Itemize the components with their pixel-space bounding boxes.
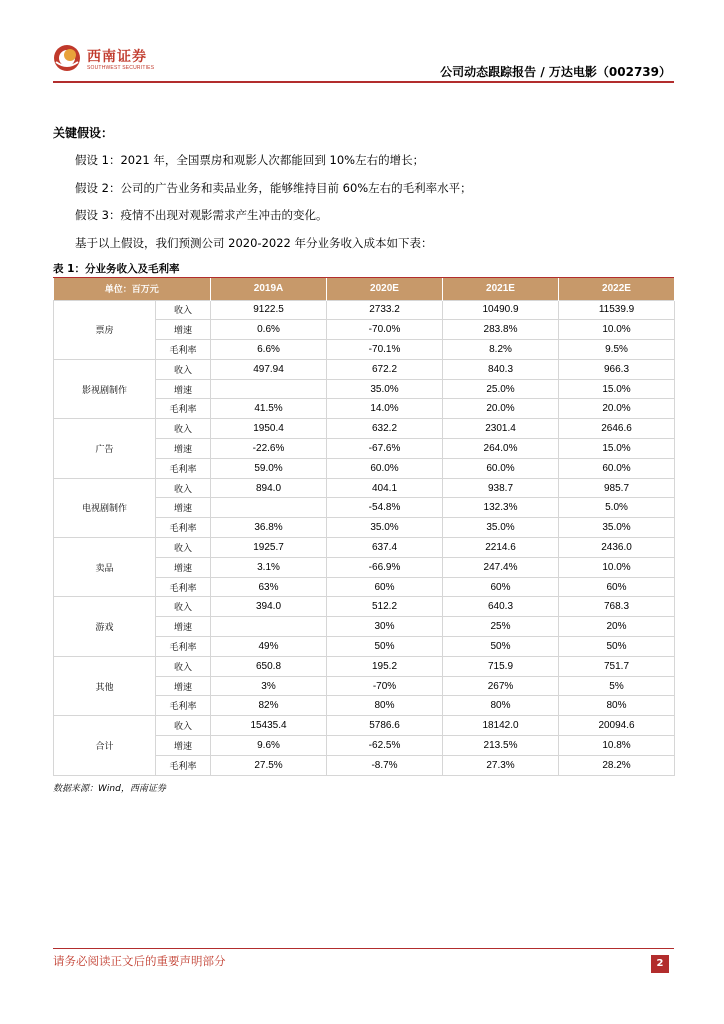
value-cell: 512.2 (327, 597, 443, 617)
table-row (54, 716, 675, 736)
value-cell: 394.0 (211, 597, 327, 617)
segment-name-cell: 电视剧制作 (54, 478, 156, 537)
value-cell: 60% (443, 577, 559, 597)
value-cell: 28.2% (559, 755, 675, 775)
value-cell: 80% (443, 696, 559, 716)
value-cell: 751.7 (559, 656, 675, 676)
value-cell: 82% (211, 696, 327, 716)
year-header: 2020E (327, 278, 443, 300)
metric-cell: 收入 (156, 419, 211, 439)
value-cell: 10.0% (559, 320, 675, 340)
metric-cell: 增速 (156, 557, 211, 577)
value-cell: -70.1% (327, 340, 443, 360)
value-cell: -67.6% (327, 439, 443, 459)
logo-name-cn: 西南证券 (87, 49, 147, 65)
value-cell: 80% (327, 696, 443, 716)
value-cell: 2301.4 (443, 419, 559, 439)
value-cell: 20.0% (443, 399, 559, 419)
value-cell: -8.7% (327, 755, 443, 775)
assumption-1: 假设 1：2021 年，全国票房和观影人次都能回到 10%左右的增长； (75, 153, 425, 167)
metric-cell: 增速 (156, 379, 211, 399)
value-cell: 632.2 (327, 419, 443, 439)
value-cell: 30% (327, 617, 443, 637)
metric-cell: 毛利率 (156, 518, 211, 538)
metric-cell: 毛利率 (156, 696, 211, 716)
value-cell: 15.0% (559, 379, 675, 399)
value-cell: 132.3% (443, 498, 559, 518)
value-cell: 966.3 (559, 359, 675, 379)
value-cell: -54.8% (327, 498, 443, 518)
metric-cell: 毛利率 (156, 399, 211, 419)
value-cell: 50% (443, 637, 559, 657)
value-cell: 0.6% (211, 320, 327, 340)
value-cell: 35.0% (443, 518, 559, 538)
metric-cell: 收入 (156, 359, 211, 379)
value-cell: 25.0% (443, 379, 559, 399)
value-cell: 213.5% (443, 736, 559, 756)
value-cell: 36.8% (211, 518, 327, 538)
metric-cell: 毛利率 (156, 577, 211, 597)
value-cell: 59.0% (211, 458, 327, 478)
assumption-2: 假设 2：公司的广告业务和卖品业务，能够维持目前 60%左右的毛利率水平； (75, 181, 472, 195)
value-cell: 637.4 (327, 538, 443, 558)
value-cell: 50% (559, 637, 675, 657)
value-cell: 9122.5 (211, 300, 327, 320)
value-cell: 60.0% (327, 458, 443, 478)
value-cell: 15435.4 (211, 716, 327, 736)
value-cell: 60.0% (559, 458, 675, 478)
value-cell: -62.5% (327, 736, 443, 756)
value-cell: 11539.9 (559, 300, 675, 320)
value-cell: 10490.9 (443, 300, 559, 320)
metric-cell: 毛利率 (156, 755, 211, 775)
table-row (54, 597, 675, 617)
value-cell: 50% (327, 637, 443, 657)
value-cell: 8.2% (443, 340, 559, 360)
year-header: 2021E (443, 278, 559, 300)
table-body (54, 300, 675, 775)
logo-name-en: SOUTHWEST SECURITIES (87, 65, 155, 71)
value-cell: 404.1 (327, 478, 443, 498)
value-cell: 650.8 (211, 656, 327, 676)
value-cell: 10.8% (559, 736, 675, 756)
value-cell: 60.0% (443, 458, 559, 478)
value-cell: 63% (211, 577, 327, 597)
value-cell: 60% (327, 577, 443, 597)
metric-cell: 增速 (156, 676, 211, 696)
value-cell: 672.2 (327, 359, 443, 379)
value-cell: 497.94 (211, 359, 327, 379)
segment-name-cell: 票房 (54, 300, 156, 359)
segment-name-cell: 广告 (54, 419, 156, 478)
metric-cell: 增速 (156, 320, 211, 340)
value-cell: 9.5% (559, 340, 675, 360)
value-cell: 25% (443, 617, 559, 637)
value-cell: 35.0% (327, 379, 443, 399)
forecast-intro: 基于以上假设，我们预测公司 2020-2022 年分业务收入成本如下表： (75, 236, 433, 250)
value-cell: 247.4% (443, 557, 559, 577)
value-cell: 49% (211, 637, 327, 657)
value-cell: 41.5% (211, 399, 327, 419)
value-cell: 985.7 (559, 478, 675, 498)
assumption-3: 假设 3：疫情不出现对观影需求产生冲击的变化。 (75, 208, 328, 222)
metric-cell: 增速 (156, 736, 211, 756)
value-cell: 768.3 (559, 597, 675, 617)
value-cell: 715.9 (443, 656, 559, 676)
revenue-margin-table (53, 278, 675, 776)
metric-cell: 收入 (156, 538, 211, 558)
value-cell: 27.3% (443, 755, 559, 775)
value-cell: -70% (327, 676, 443, 696)
footer-divider (53, 948, 674, 949)
logo-emblem-icon (53, 44, 81, 72)
value-cell: 267% (443, 676, 559, 696)
header-divider (53, 81, 674, 83)
table-row (54, 300, 675, 320)
value-cell (211, 379, 327, 399)
metric-cell: 增速 (156, 617, 211, 637)
value-cell: 27.5% (211, 755, 327, 775)
value-cell: 5.0% (559, 498, 675, 518)
value-cell: 195.2 (327, 656, 443, 676)
value-cell (211, 498, 327, 518)
table-row (54, 419, 675, 439)
value-cell: 80% (559, 696, 675, 716)
table-row (54, 478, 675, 498)
metric-cell: 收入 (156, 300, 211, 320)
value-cell: 894.0 (211, 478, 327, 498)
metric-cell: 毛利率 (156, 458, 211, 478)
value-cell: 35.0% (559, 518, 675, 538)
value-cell: 5% (559, 676, 675, 696)
value-cell: 283.8% (443, 320, 559, 340)
report-header-title: 公司动态跟踪报告 / 万达电影（002739） (440, 65, 671, 79)
data-source: 数据来源：Wind，西南证券 (53, 784, 166, 794)
value-cell: -66.9% (327, 557, 443, 577)
unit-header: 单位：百万元 (54, 278, 211, 300)
value-cell: 1925.7 (211, 538, 327, 558)
value-cell: 6.6% (211, 340, 327, 360)
table-row (54, 359, 675, 379)
value-cell: 10.0% (559, 557, 675, 577)
value-cell: 3% (211, 676, 327, 696)
year-header: 2022E (559, 278, 675, 300)
metric-cell: 收入 (156, 716, 211, 736)
value-cell: 640.3 (443, 597, 559, 617)
metric-cell: 收入 (156, 478, 211, 498)
value-cell: 3.1% (211, 557, 327, 577)
value-cell: 2646.6 (559, 419, 675, 439)
metric-cell: 收入 (156, 656, 211, 676)
value-cell: 35.0% (327, 518, 443, 538)
segment-name-cell: 游戏 (54, 597, 156, 656)
value-cell: 18142.0 (443, 716, 559, 736)
metric-cell: 毛利率 (156, 637, 211, 657)
value-cell: 15.0% (559, 439, 675, 459)
table-header-row (54, 278, 675, 300)
value-cell: 2733.2 (327, 300, 443, 320)
table-title: 表 1：分业务收入及毛利率 (53, 263, 180, 275)
segment-name-cell: 合计 (54, 716, 156, 775)
value-cell: 2214.6 (443, 538, 559, 558)
value-cell: 938.7 (443, 478, 559, 498)
year-header: 2019A (211, 278, 327, 300)
value-cell: 20094.6 (559, 716, 675, 736)
page-number: 2 (651, 955, 669, 973)
value-cell: 2436.0 (559, 538, 675, 558)
metric-cell: 收入 (156, 597, 211, 617)
value-cell: 20.0% (559, 399, 675, 419)
value-cell: 264.0% (443, 439, 559, 459)
value-cell: 840.3 (443, 359, 559, 379)
metric-cell: 增速 (156, 439, 211, 459)
value-cell: 9.6% (211, 736, 327, 756)
value-cell: 60% (559, 577, 675, 597)
metric-cell: 增速 (156, 498, 211, 518)
segment-name-cell: 卖品 (54, 538, 156, 597)
value-cell: 1950.4 (211, 419, 327, 439)
table-row (54, 538, 675, 558)
segment-name-cell: 影视剧制作 (54, 359, 156, 418)
section-title: 关键假设： (53, 126, 114, 140)
value-cell: 14.0% (327, 399, 443, 419)
value-cell: -70.0% (327, 320, 443, 340)
value-cell: -22.6% (211, 439, 327, 459)
table-row (54, 656, 675, 676)
value-cell: 5786.6 (327, 716, 443, 736)
metric-cell: 毛利率 (156, 340, 211, 360)
value-cell: 20% (559, 617, 675, 637)
segment-name-cell: 其他 (54, 656, 156, 715)
value-cell (211, 617, 327, 637)
footer-disclaimer: 请务必阅读正文后的重要声明部分 (53, 954, 226, 968)
